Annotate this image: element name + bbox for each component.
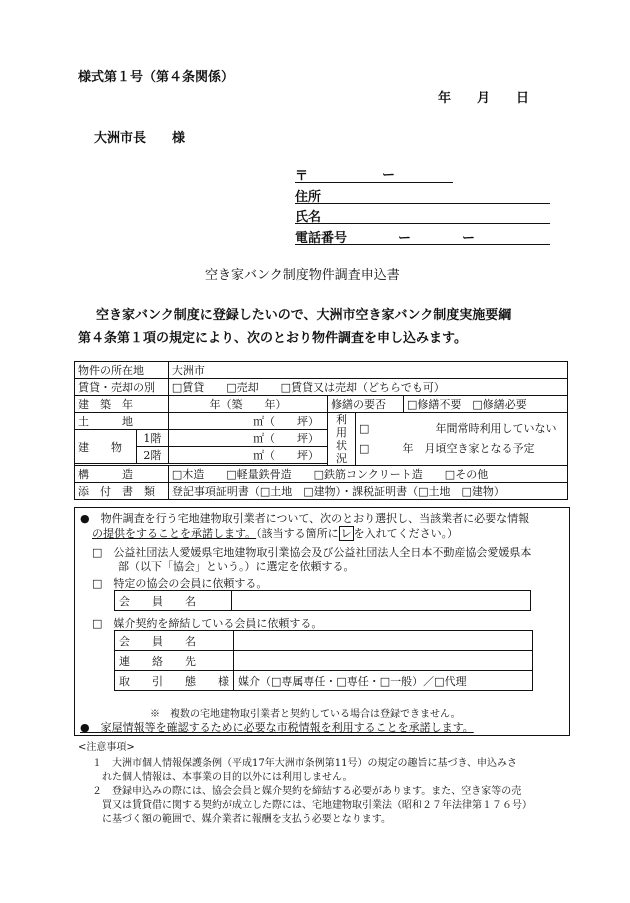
- postal-dash: ー: [382, 168, 396, 183]
- trade-value[interactable]: 媒介（□専属専任・□専任・□一般）／□代理: [234, 671, 533, 691]
- phone-line[interactable]: [295, 244, 550, 245]
- built-value[interactable]: 年（築 年）: [168, 396, 327, 413]
- floor-2-label: 2階: [136, 447, 168, 464]
- postal-line[interactable]: [295, 182, 453, 183]
- phone-label: 電話番号: [295, 231, 348, 246]
- consent-bullet-2: ● 家屋情報等を確認するために必要な市税情報を利用することを承諾します。: [80, 721, 474, 734]
- consent-bullet-1-underlined: の提供をすることを承諾します。: [92, 527, 257, 540]
- member-table-1: [114, 590, 531, 611]
- contact-field[interactable]: [234, 651, 533, 671]
- note-1-line-1: １ 大洲市個人情報保護条例（平成17年大洲市条例第11号）の規定の趣旨に基づき、申込みさ: [92, 758, 518, 769]
- structure-options[interactable]: □木造 □軽量鉄骨造 □鉄筋コンクリート造 □その他: [168, 466, 567, 483]
- check-mark-box: レ: [340, 527, 352, 540]
- intro-line-1: 空き家バンク制度に登録したいので、大洲市空き家バンク制度実施要綱: [96, 308, 512, 323]
- member-name-label-2: 会 員 名: [115, 631, 234, 651]
- notes-heading: <注意事項>: [78, 742, 135, 753]
- usage-options[interactable]: [356, 413, 568, 466]
- member-name-field-2[interactable]: [234, 631, 533, 651]
- form-number: 様式第１号（第４条関係）: [78, 70, 235, 85]
- rental-options[interactable]: □賃貸 □売却 □賃貸又は売却（どちらでも可）: [168, 379, 567, 396]
- consent-note-2: を入れてください。）: [353, 527, 459, 540]
- land-label: 土 地: [75, 413, 169, 430]
- usage-line-1: □ 年間常時利用していない: [359, 422, 557, 435]
- postal-mark: 〒: [295, 169, 309, 184]
- rental-label: 賃貸・売却の別: [75, 379, 169, 396]
- note-2-line-1: ２ 登録申込みの際には、協会会員と媒介契約を締結する必要があります。また、空き家等の売: [92, 786, 522, 797]
- member-name-field[interactable]: [232, 591, 531, 611]
- note-2-line-3: に基づく額の範囲で、媒介業者に報酬を支払う必要となります。: [102, 814, 391, 825]
- consent-bullet-1-line-1: ● 物件調査を行う宅地建物取引業者について、次のとおり選択し、当該業者に必要な情報: [80, 512, 530, 525]
- building-label: 建 物: [75, 430, 137, 464]
- option-3[interactable]: □ 媒介契約を締結している会員に依頼する。: [92, 617, 323, 630]
- location-value[interactable]: 大洲市: [168, 362, 567, 379]
- footnote: ※ 複数の宅地建物取引業者と契約している場合は登録できません。: [150, 709, 461, 720]
- floor-1-label: 1階: [136, 430, 168, 447]
- land-area[interactable]: ㎡（ 坪）: [168, 413, 327, 430]
- note-1-line-2: れた個人情報は、本事業の目的以外には利用しません。: [102, 772, 353, 783]
- note-2-line-2: 買又は賃貸借に関する契約が成立した際には、宅地建物取引業法（昭和２７年法律第１７６号）: [102, 800, 532, 811]
- intro-line-2: 第４条第１項の規定により、次のとおり物件調査を申し込みます。: [78, 331, 467, 346]
- contact-label: 連 絡 先: [115, 651, 234, 671]
- date-field: 年 月 日: [438, 91, 530, 106]
- attach-label: 添 付 書 類: [75, 483, 169, 500]
- consent-bullet-1-line-2: [92, 525, 458, 541]
- address-line[interactable]: [295, 203, 550, 204]
- member-name-label: 会 員 名: [115, 591, 232, 611]
- document-title: 空き家バンク制度物件調査申込書: [205, 268, 400, 283]
- phone-dash-2: ー: [462, 231, 476, 246]
- property-table: [74, 361, 568, 500]
- name-label: 氏名: [295, 210, 322, 225]
- address-label: 住所: [295, 190, 322, 205]
- member-table-2: [114, 630, 533, 691]
- repair-options[interactable]: □修繕不要 □修繕必要: [404, 396, 568, 413]
- usage-label: 利用状況: [328, 413, 356, 466]
- attach-value[interactable]: 登記事項証明書（□土地 □建物）・課税証明書（□土地 □建物）: [168, 483, 567, 500]
- floor-1-area[interactable]: ㎡（ 坪）: [168, 430, 327, 447]
- name-line[interactable]: [295, 223, 550, 224]
- usage-line-2: □ 年 月頃空き家となる予定: [359, 442, 535, 455]
- consent-note: （該当する箇所に: [256, 527, 339, 540]
- option-1-line-2: 部（以下「協会」という。）に選定を依頼する。: [118, 560, 355, 573]
- option-2[interactable]: □ 特定の協会の会員に依頼する。: [92, 577, 268, 590]
- trade-label: 取 引 態 様: [115, 671, 234, 691]
- phone-dash-1: ー: [398, 231, 412, 246]
- built-label: 建 築 年: [75, 396, 169, 413]
- location-label: 物件の所在地: [75, 362, 169, 379]
- option-1-line-1[interactable]: □ 公益社団法人愛媛県宅地建物取引業協会及び公益社団法人全日本不動産協会愛媛県本: [92, 546, 532, 559]
- floor-2-area[interactable]: ㎡（ 坪）: [168, 447, 327, 464]
- addressee: 大洲市長 様: [94, 131, 186, 146]
- repair-label: 修繕の要否: [328, 396, 404, 413]
- structure-label: 構 造: [75, 466, 169, 483]
